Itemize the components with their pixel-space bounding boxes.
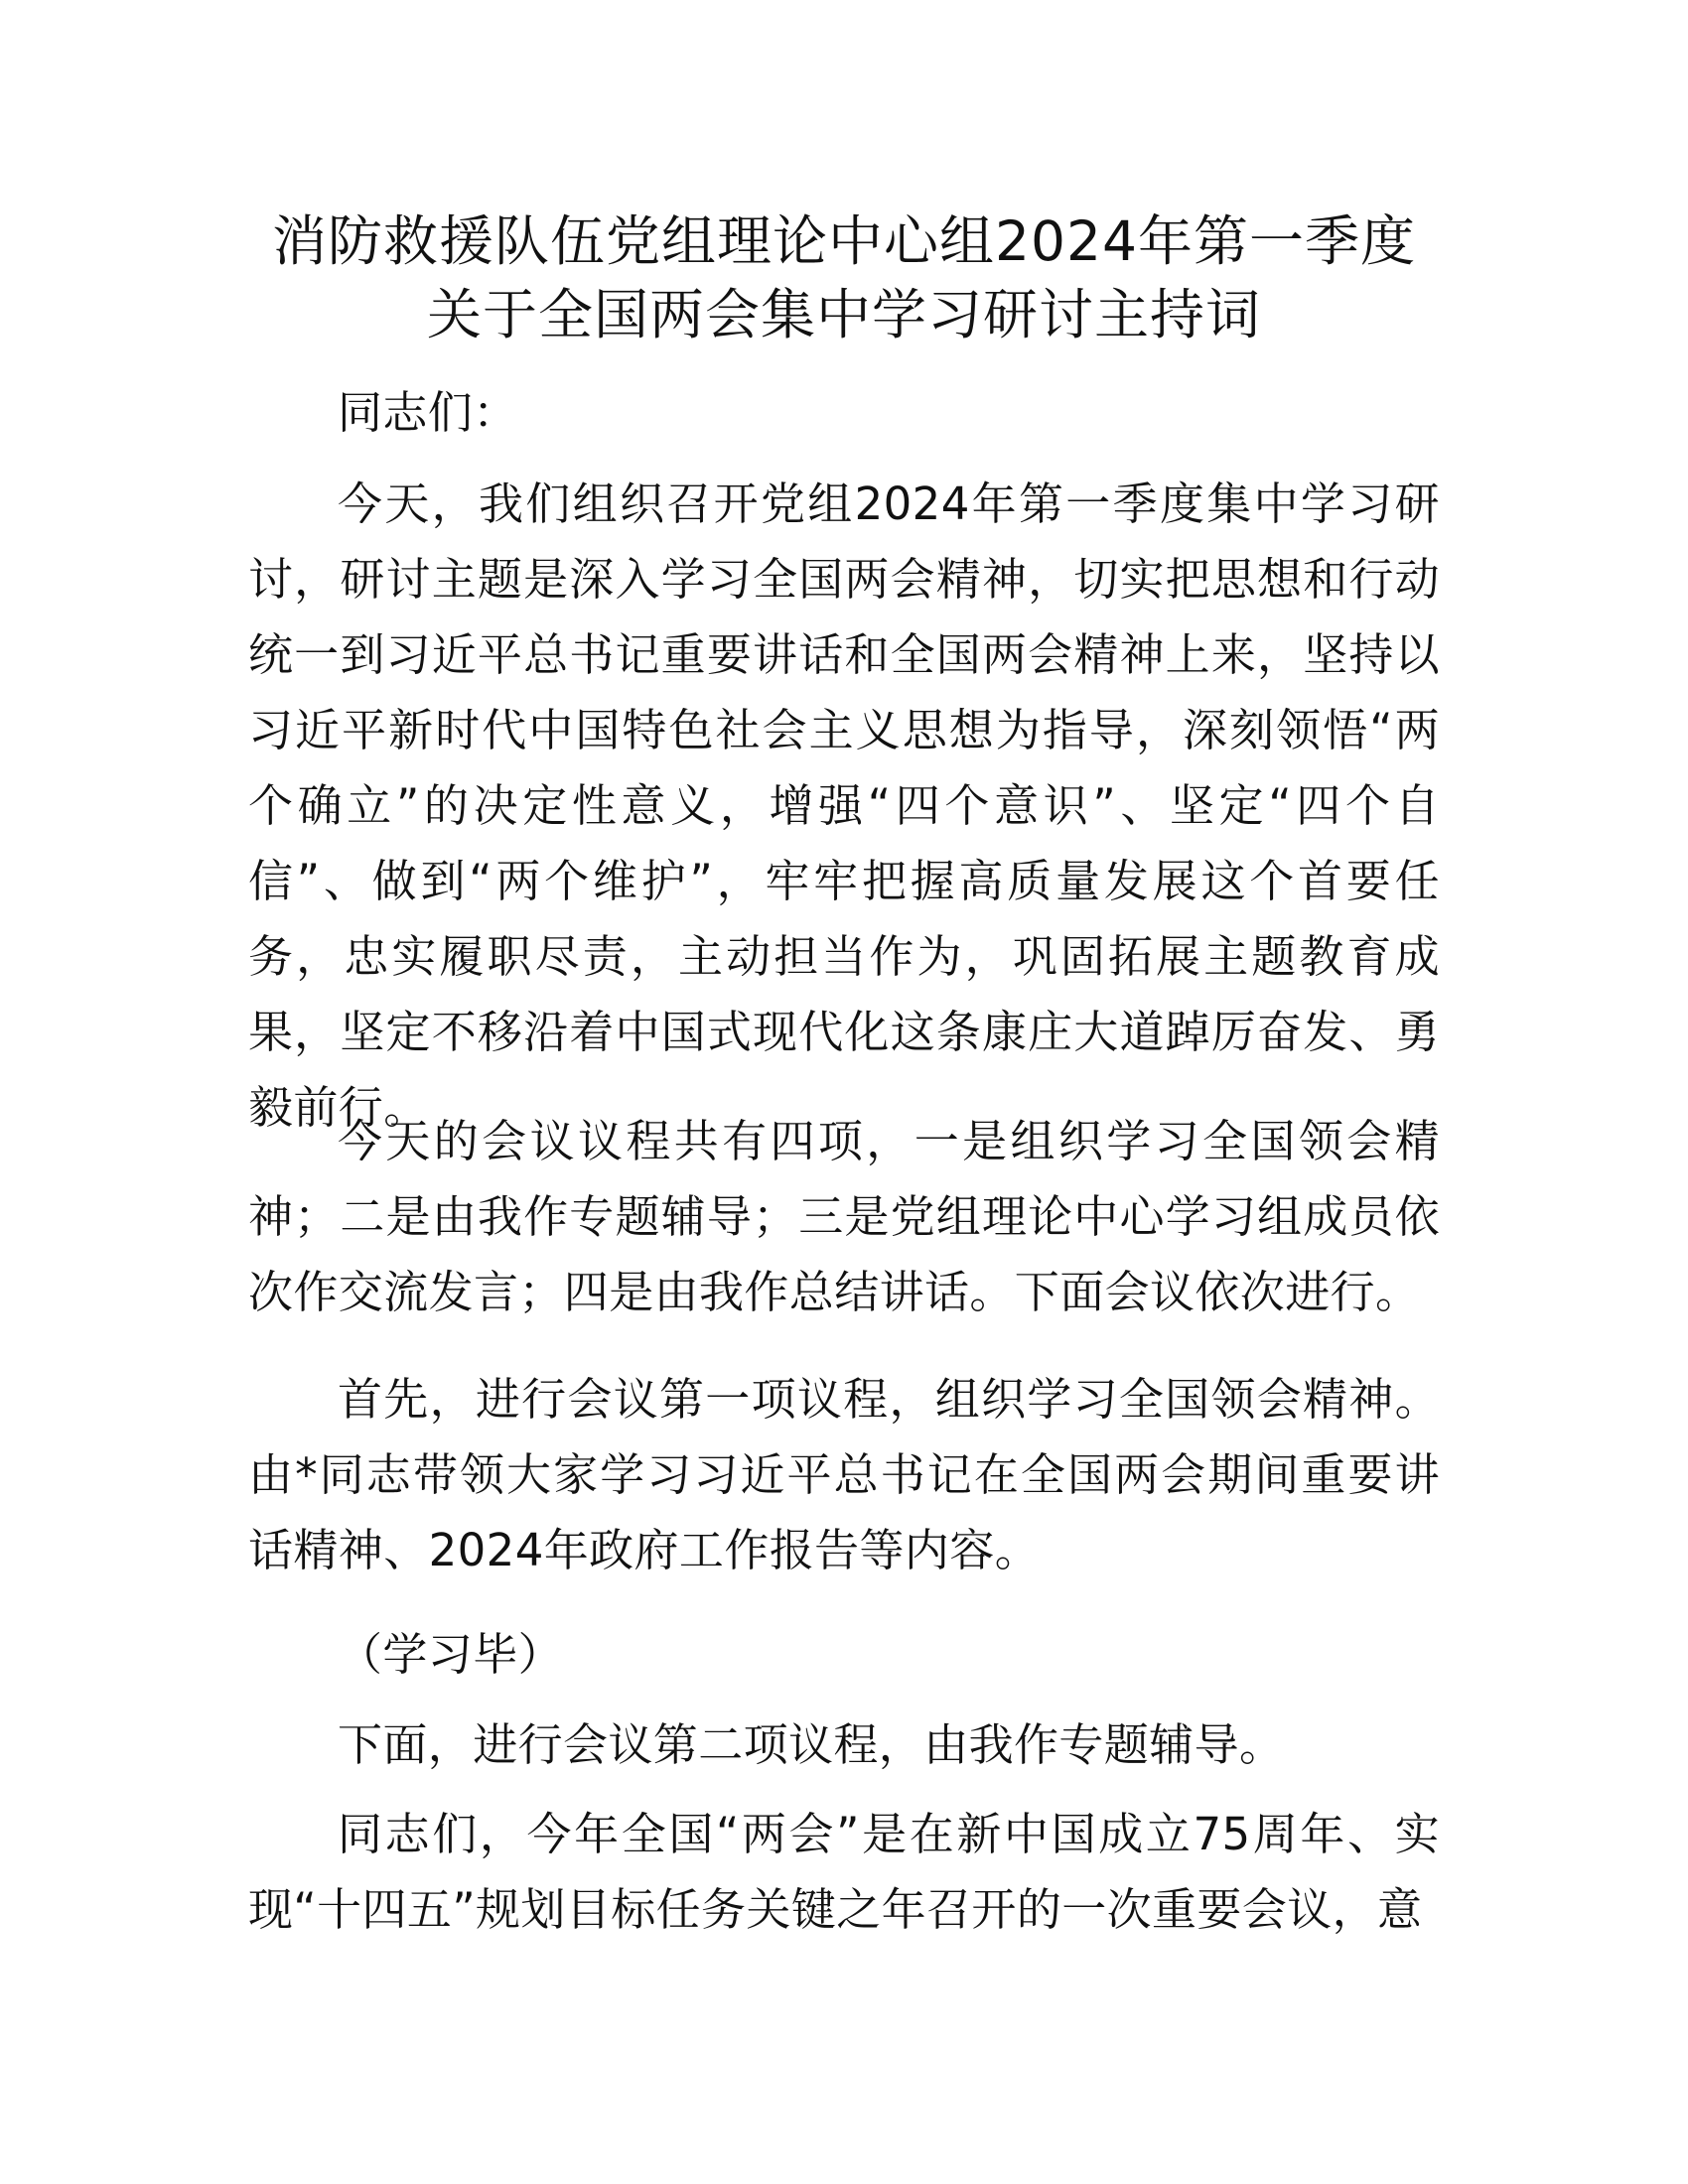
paragraph-block-1 — [248, 467, 1440, 1146]
greeting: 同志们： — [338, 386, 518, 439]
paragraph-first-item: 首先，进行会议第一项议程，组织学习全国领会精神。由*同志带领大家学习习近平总书记在全国两会期间重要讲话精神、2024年政府工作报告等内容。 — [248, 1373, 1440, 1576]
paragraph-block-4 — [248, 1617, 1440, 1693]
greeting-block — [248, 375, 1440, 451]
paragraph-opening: 今天，我们组织召开党组2024年第一季度集中学习研讨，研讨主题是深入学习全国两会精神，切实把思想和行动统一到习近平总书记重要讲话和全国两会精神上来，坚持以习近平新时代中国特色社会主义思想为指导，深刻领悟“两个确立”的决定性意义，增强“四个意识”、坚定“四个自信”、做到“两个维护”，牢牢把握高质量发展这个首要任务，忠实履职尽责，主动担当作为，巩固拓展主题教育成果，坚定不移沿着中国式现代化这条康庄大道踔厉奋发、勇毅前行。 — [248, 478, 1440, 1134]
paragraph-block-5 — [248, 1707, 1440, 1783]
document-title-line-2: 关于全国两会集中学习研讨主持词 — [426, 283, 1261, 346]
paragraph-agenda: 今天的会议议程共有四项，一是组织学习全国领会精神；二是由我作专题辅导；三是党组理论中心学习组成员依次作交流发言；四是由我作总结讲话。下面会议依次进行。 — [248, 1115, 1440, 1318]
paragraph-block-2 — [248, 1104, 1440, 1330]
document-title-line-1: 消防救援队伍党组理论中心组2024年第一季度 — [272, 209, 1416, 273]
paragraph-block-3 — [248, 1362, 1440, 1588]
paragraph-study-done: （学习毕） — [338, 1628, 564, 1681]
paragraph-second-item: 下面，进行会议第二项议程，由我作专题辅导。 — [338, 1718, 1285, 1771]
paragraph-block-6 — [248, 1797, 1440, 1948]
paragraph-two-sessions: 同志们，今年全国“两会”是在新中国成立75周年、实现“十四五”规划目标任务关键之年召开的一次重要会议，意 — [248, 1808, 1440, 1936]
